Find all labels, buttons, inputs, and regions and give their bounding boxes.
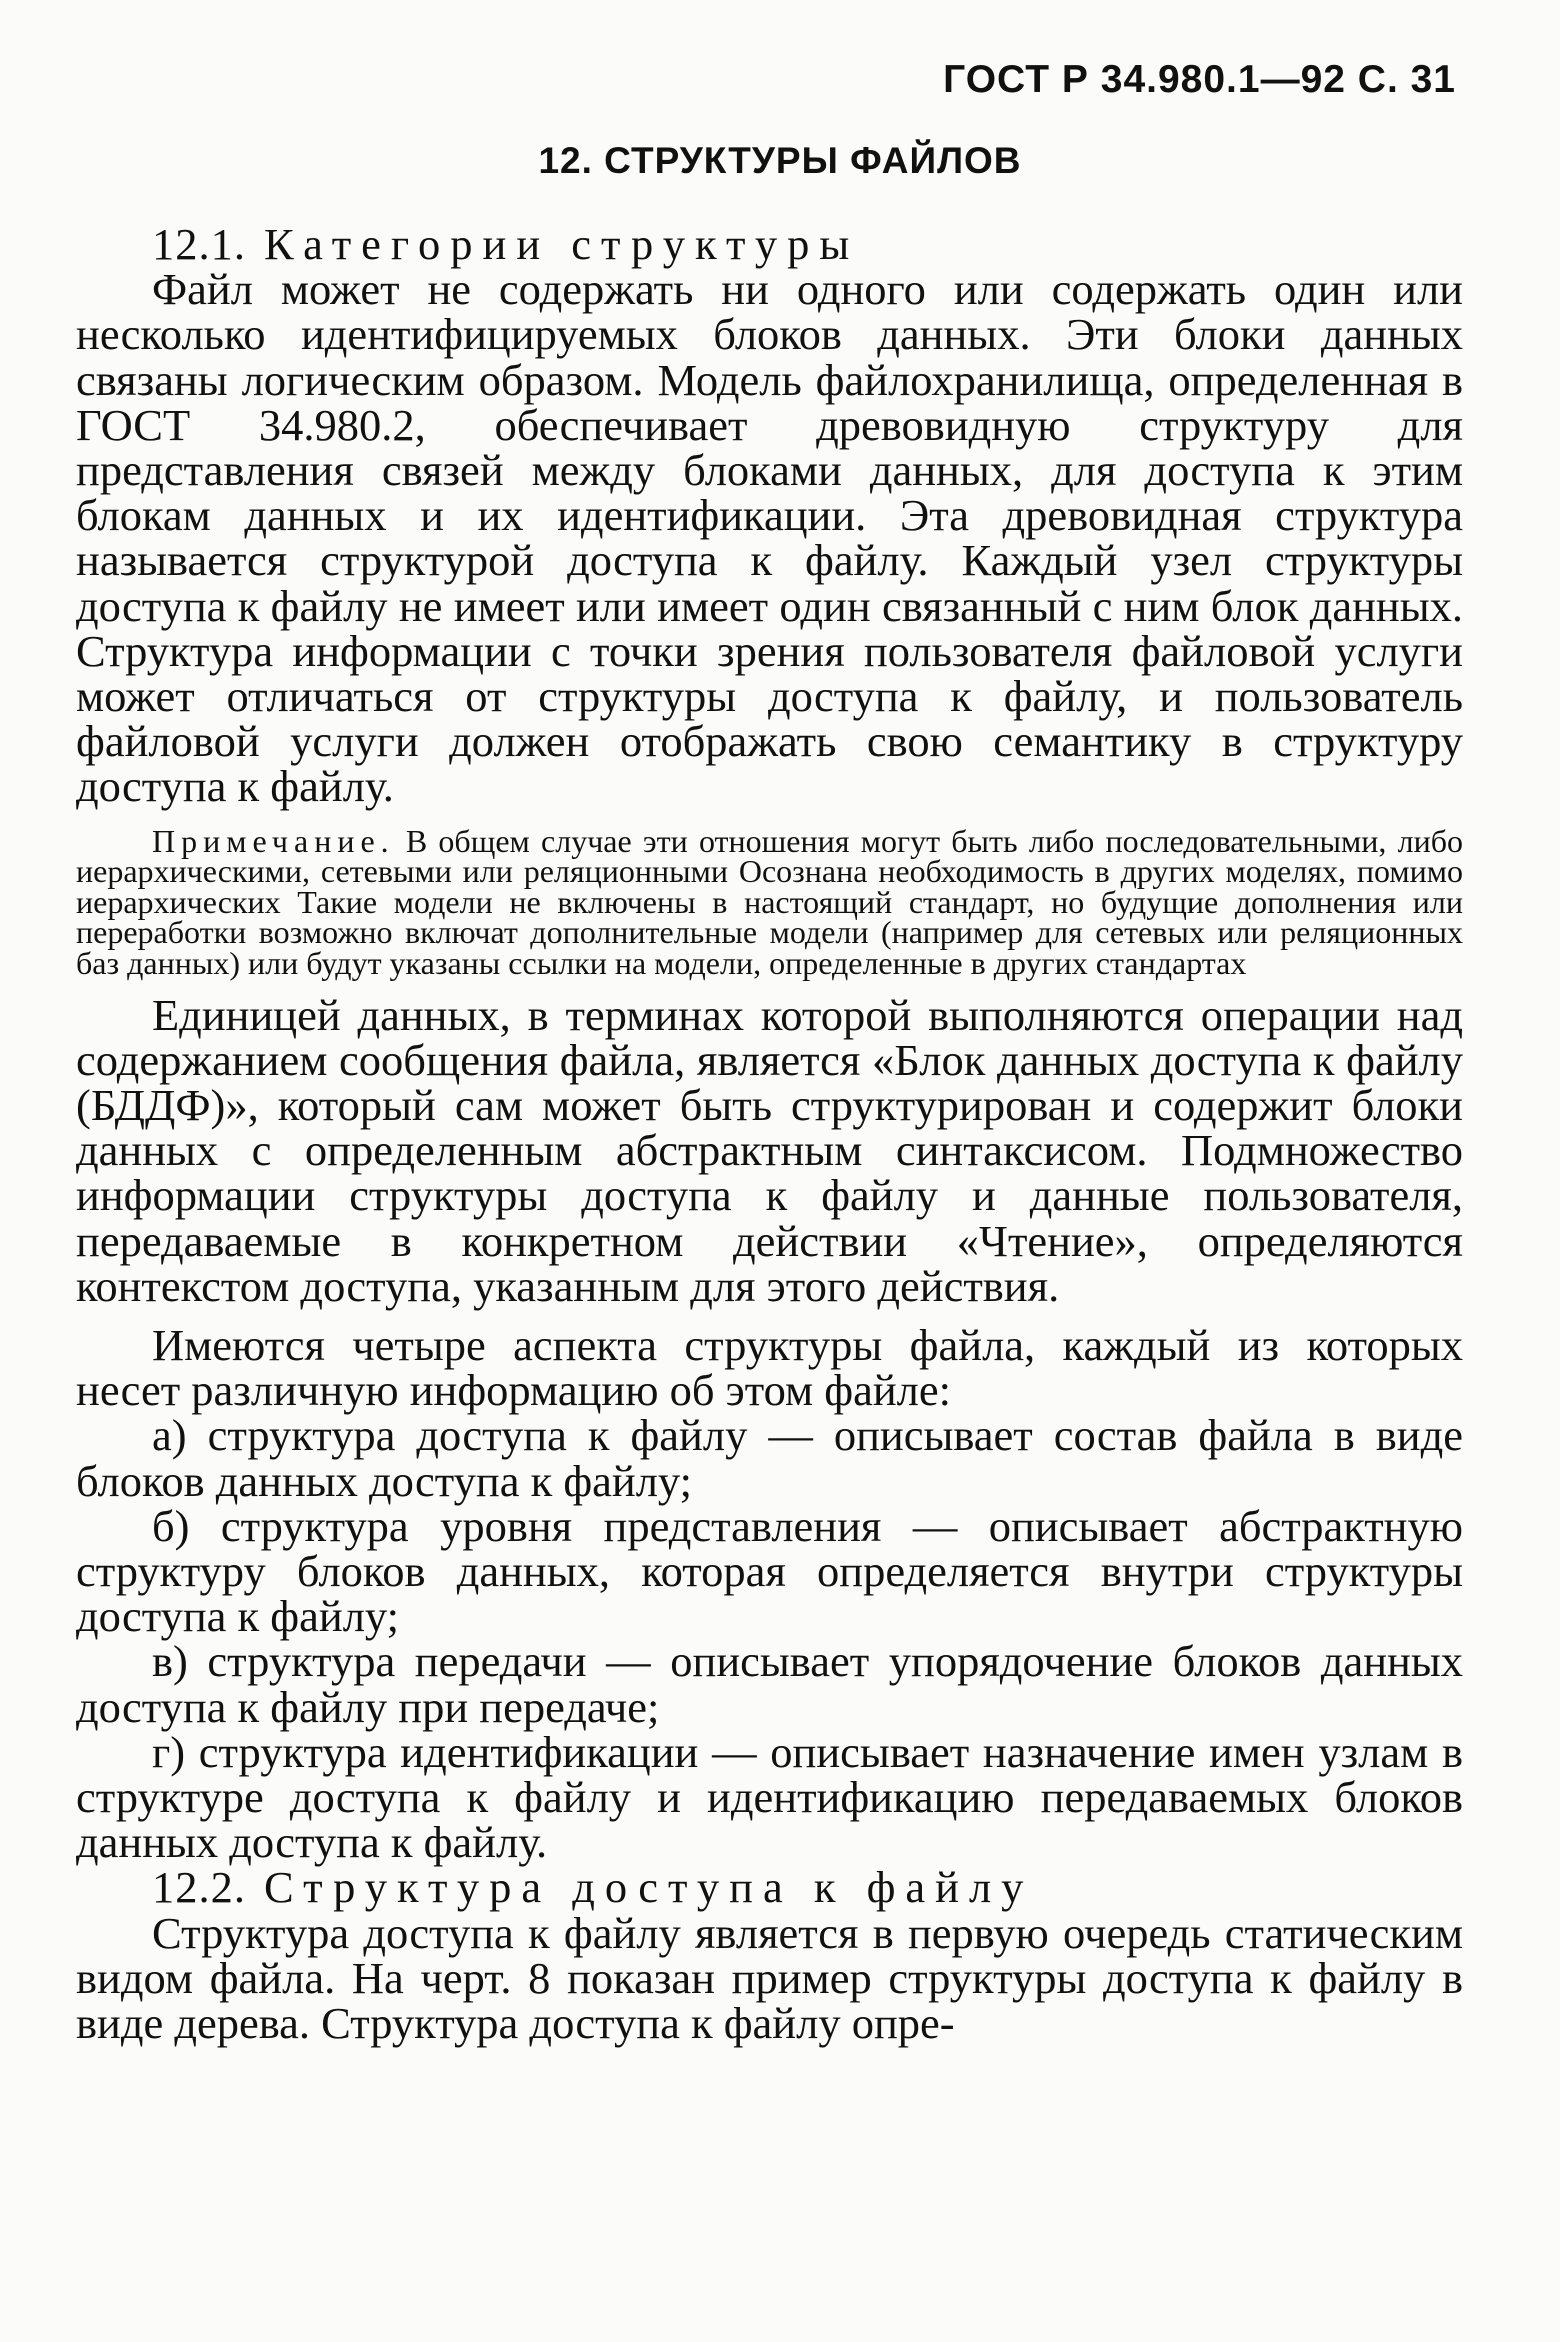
list-item-c: в) структура передачи — описывает упорядочение блоков данных доступа к файлу при передаче;: [76, 1636, 1463, 1732]
note-label: Примечание.: [152, 822, 395, 859]
paragraph-3: Имеются четыре аспекта структуры файла, каждый из которых несет различную информацию об этом файле:: [76, 1320, 1463, 1416]
section-title: 12. СТРУКТУРЫ ФАЙЛОВ: [538, 140, 1022, 181]
paragraph-4: Структура доступа к файлу является в первую очередь статическим видом файла. На черт. 8 показан пример структуры доступа к файлу в виде дерева. Структура доступа к файлу опре-: [76, 1907, 1463, 2049]
paragraph-2: Единицей данных, в терминах которой выполняются операции над содержанием сообщения файла, является «Блок данных доступа к файлу (БДДФ)», который сам может быть структурирован и содержит блоки данных с определенным абстрактным синтаксисом. Подмножество информации структуры доступа к файлу и данные пользователя, передаваемые в конкретном действии «Чтение», определяются контекстом доступа, указанным для этого действия.: [76, 989, 1463, 1311]
paragraph-1: Файл может не содержать ни одного или содержать один или несколько идентифицируемых блоков данных. Эти блоки данных связаны логическим образом. Модель файлохранилища, определенная в ГОСТ 34.980.2, обеспечивает древовидную структуру для представления связей между блоками данных, для доступа к этим блокам данных и их идентификации. Эта древовидная структура называется структурой доступа к файлу. Каждый узел структуры доступа к файлу не имеет или имеет один связанный с ним блок данных. Структура информации с точки зрения пользователя файловой услуги может отличаться от структуры доступа к файлу, и пользователь файловой услуги должен отображать свою семантику в структуру доступа к файлу.: [76, 264, 1463, 812]
subsection-number: 12.2.: [152, 1862, 246, 1913]
body-text: [76, 219, 1463, 2049]
note: [76, 822, 1463, 982]
list-item-d: г) структура идентификации — описывает назначение имен узлам в структуре доступа к файлу и идентификацию передаваемых блоков данных доступа к файлу.: [76, 1726, 1463, 1868]
list-item-a: а) структура доступа к файлу — описывает состав файла в виде блоков данных доступа к файлу;: [76, 1410, 1463, 1506]
page-header: ГОСТ Р 34.980.1—92 С. 31: [943, 58, 1456, 101]
subsection-title: Структура доступа к файлу: [264, 1862, 1034, 1913]
subsection-heading-1: [76, 219, 1463, 269]
subsection-number: 12.1.: [152, 219, 246, 269]
list-item-b: б) структура уровня представления — описывает абстрактную структуру блоков данных, которая определяется внутри структуры доступа к файлу;: [76, 1500, 1463, 1642]
note-text: В общем случае эти отношения могут быть либо последовательными, либо иерархическими, сетевыми или реляционными Осознана необходимость в других моделях, помимо иерархических Такие модели не включены в настоящий стандарт, но будущие дополнения или переработки возможно включат дополнительные модели (например для сетевых или реляционных баз данных) или будут указаны ссылки на модели, определенные в других стандартах: [76, 822, 1463, 982]
subsection-heading-2: [76, 1862, 1463, 1913]
subsection-title: Категории структуры: [264, 219, 860, 269]
